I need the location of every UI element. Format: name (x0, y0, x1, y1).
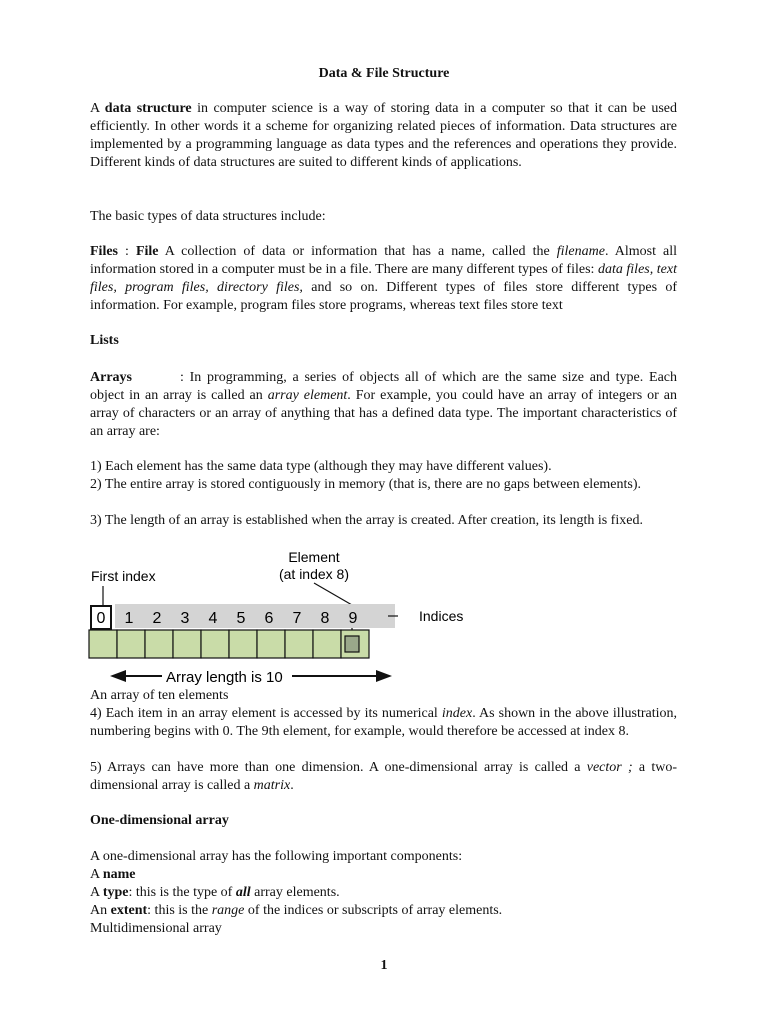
index-label-0: 0 (96, 610, 106, 627)
point-1: 1) Each element has the same data type (although they may have different values). (90, 459, 552, 474)
array-cells (89, 630, 369, 658)
array-cell-7 (285, 630, 313, 658)
point-3: 3) The length of an array is established when the array is created. After creation, its length is fixed. (90, 513, 643, 528)
one-dim-heading: One-dimensional array (90, 813, 229, 828)
element-label-line2: (at index 8) (278, 566, 350, 582)
page-number: 1 (380, 958, 388, 973)
component-extent: An extent: this is the range of the indices or subscripts of array elements. (90, 903, 503, 918)
point-2: 2) The entire array is stored contiguously in memory (that is, there are no gaps between elements). (90, 477, 642, 492)
array-cell-8 (313, 630, 341, 658)
page-title: Data & File Structure (318, 66, 450, 81)
term-data-structure: data structure (104, 101, 192, 116)
diagram-caption: An array of ten elements (90, 688, 229, 703)
files-label: Files (90, 244, 118, 259)
array-cell-2 (145, 630, 173, 658)
point-4: 4) Each item in an array element is accessed by its numerical index. As shown in the above illustration, numbering begins with 0. The 9th element, for example, would therefore be accessed at index 8. (90, 706, 677, 739)
array-cell-6 (257, 630, 285, 658)
lists-heading: Lists (90, 333, 119, 348)
array-length-label: Array length is 10 (166, 669, 283, 686)
element-label-line1: Element (288, 549, 340, 565)
component-name: A name (90, 867, 136, 882)
array-diagram (88, 548, 478, 688)
indices-label: Indices (419, 608, 464, 624)
arrow-left-head (110, 670, 126, 682)
file-label: File (135, 244, 159, 259)
first-index-label: First index (91, 568, 156, 584)
intro-paragraph: A data structure in computer science is a way of storing data in a computer so that it can be used efficiently. In other words it a scheme for organizing related pieces of information. Data structures are implemented by a programming language as data types and the references and operations they provide. Different kinds of data structures are suited to different kinds of applications. (90, 101, 677, 170)
array-cell-0 (89, 630, 117, 658)
array-cell-3 (173, 630, 201, 658)
index-label-9: 9 (348, 610, 358, 627)
element-pointer (314, 583, 352, 605)
component-type: A type: this is the type of all array elements. (90, 885, 340, 900)
index-label-3: 3 (180, 610, 190, 627)
index-label-8: 8 (320, 610, 330, 627)
array-cell-4 (201, 630, 229, 658)
arrays-label: Arrays (90, 370, 132, 385)
index-label-2: 2 (152, 610, 162, 627)
index-label-1: 1 (124, 610, 134, 627)
point-5: 5) Arrays can have more than one dimension. A one-dimensional array is called a vector ; a two-dimensional array is called a matrix. (90, 760, 677, 793)
basic-types-intro: The basic types of data structures include: (90, 209, 326, 224)
multidimensional-label: Multidimensional array (90, 921, 222, 936)
index-label-5: 5 (236, 610, 246, 627)
files-paragraph: Files : File A collection of data or information that has a name, called the filename. Almost all information stored in a computer must be in a file. There are many different types of files: data files, text files, program files, directory files, and so on. Different types of files store different types of information. For example, program files store programs, whereas text files store text (90, 244, 677, 313)
arrays-paragraph: Arrays : In programming, a series of objects all of which are the same size and type. Each object in an array is called an array element. For example, you could have an array of integers or an array of characters or an array of anything that has a defined data type. The important characteristics of an array are: (90, 370, 677, 439)
index-label-7: 7 (292, 610, 302, 627)
array-cell-5 (229, 630, 257, 658)
highlighted-element (345, 636, 359, 652)
array-cell-1 (117, 630, 145, 658)
index-label-6: 6 (264, 610, 274, 627)
arrow-right-head (376, 670, 392, 682)
one-dim-intro: A one-dimensional array has the following important components: (90, 849, 463, 864)
index-label-4: 4 (208, 610, 218, 627)
